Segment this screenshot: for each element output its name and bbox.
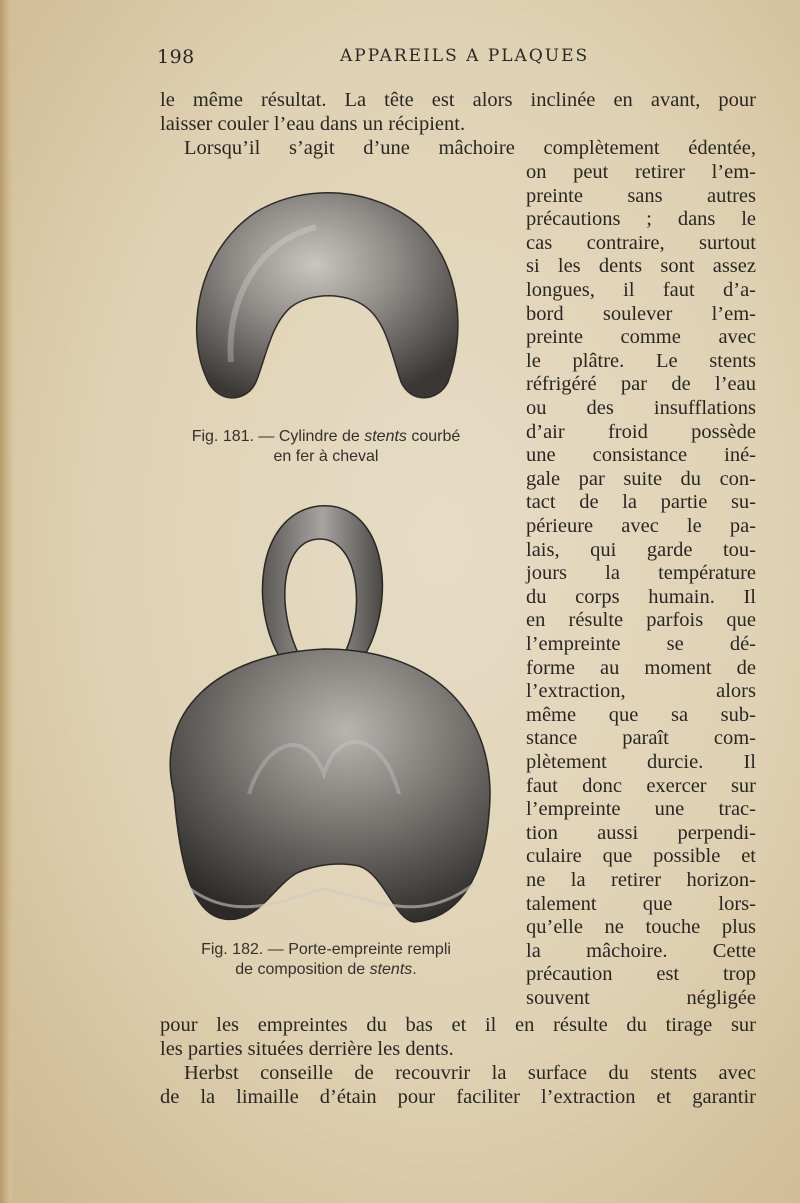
body-line: pour les empreintes du bas et il en résulte du tirage sur bbox=[160, 1014, 756, 1036]
right-column-line: le plâtre. Le stents bbox=[526, 349, 756, 372]
body-line: le même résultat. La tête est alors inclinée en avant, pour bbox=[160, 89, 756, 111]
right-column-line: gale par suite du con- bbox=[526, 467, 756, 490]
right-column-line: précautions ; dans le bbox=[526, 208, 756, 231]
caption-text: . bbox=[412, 961, 417, 978]
right-column-line: longues, il faut d’a- bbox=[526, 279, 756, 301]
running-head: APPAREILS A PLAQUES bbox=[340, 46, 590, 66]
right-column-line: lais, qui garde tou- bbox=[526, 538, 756, 561]
caption-italic: stents bbox=[364, 428, 407, 445]
right-column-line: talement que lors- bbox=[526, 892, 756, 915]
right-column-line: jours la température bbox=[526, 562, 756, 585]
caption-text: de composition de bbox=[235, 961, 370, 978]
caption-text: Fig. 182. — Porte-empreinte rempli bbox=[201, 941, 451, 958]
caption-italic: stents bbox=[369, 961, 413, 978]
right-column-line: preinte sans autres bbox=[526, 184, 756, 207]
right-column-line: on peut retirer l’em- bbox=[526, 161, 756, 183]
right-column-line: plètement durcie. Il bbox=[526, 751, 756, 773]
right-column-line: souvent négligée bbox=[526, 987, 756, 1009]
figure-181-horseshoe-image bbox=[186, 182, 466, 408]
right-column-line: forme au moment de bbox=[526, 656, 756, 679]
body-line: les parties situées derrière les dents. bbox=[160, 1038, 454, 1060]
right-column-line: ne la retirer horizon- bbox=[526, 869, 756, 891]
right-column-line: du corps humain. Il bbox=[526, 585, 756, 608]
paragraph-start-line: Herbst conseille de recouvrir la surface du stents avec bbox=[184, 1062, 756, 1084]
right-column-line: preinte comme avec bbox=[526, 326, 756, 349]
right-column-line: stance paraît com- bbox=[526, 727, 756, 750]
right-column-line: l’empreinte se dé- bbox=[526, 633, 756, 655]
figure-182-caption bbox=[148, 940, 504, 980]
right-column-line: l’empreinte une trac- bbox=[526, 798, 756, 821]
right-column-line: une consistance iné- bbox=[526, 444, 756, 467]
page-number: 198 bbox=[157, 46, 195, 68]
right-column-line: qu’elle ne touche plus bbox=[526, 916, 756, 939]
right-column-line: cas contraire, surtout bbox=[526, 231, 756, 254]
right-column-line: tact de la partie su- bbox=[526, 491, 756, 514]
right-column-line: faut donc exercer sur bbox=[526, 774, 756, 797]
body-line: de la limaille d’étain pour faciliter l’extraction et garantir bbox=[160, 1086, 756, 1108]
right-column-line: réfrigéré par de l’eau bbox=[526, 373, 756, 396]
right-column-line: la mâchoire. Cette bbox=[526, 939, 756, 962]
right-column-line: culaire que possible et bbox=[526, 845, 756, 868]
page-edge-shadow bbox=[0, 0, 14, 1203]
right-column-line: d’air froid possède bbox=[526, 420, 756, 443]
right-column-line: précaution est trop bbox=[526, 963, 756, 986]
right-column-line: l’extraction, alors bbox=[526, 680, 756, 703]
caption-text: courbé bbox=[406, 428, 461, 445]
right-column-line: périeure avec le pa- bbox=[526, 515, 756, 537]
figure-182-tray-image bbox=[154, 494, 499, 930]
right-column-line: ou des insufflations bbox=[526, 397, 756, 419]
page-header bbox=[157, 46, 757, 76]
right-column-line: bord soulever l’em- bbox=[526, 302, 756, 325]
right-column-line: si les dents sont assez bbox=[526, 255, 756, 278]
right-column-line: en résulte parfois que bbox=[526, 609, 756, 632]
figure-181-caption bbox=[148, 427, 504, 467]
right-column-line: même que sa sub- bbox=[526, 703, 756, 726]
right-column-line: tion aussi perpendi- bbox=[526, 821, 756, 844]
caption-text: Fig. 181. — Cylindre de bbox=[191, 428, 365, 445]
body-line: laisser couler l’eau dans un récipient. bbox=[160, 113, 466, 135]
caption-text: en fer à cheval bbox=[273, 448, 379, 465]
paragraph-start-line: Lorsqu’il s’agit d’une mâchoire complètement édentée, bbox=[184, 137, 756, 159]
